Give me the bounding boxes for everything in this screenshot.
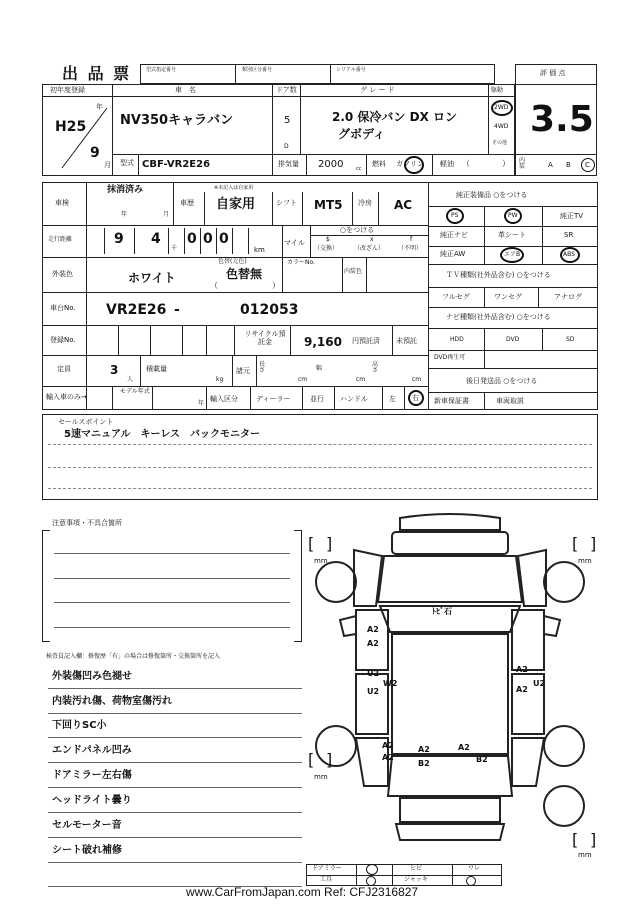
- name-label: 車 名: [175, 86, 196, 94]
- height-label: 高さ: [372, 361, 379, 374]
- lot-label: 型式指定番号: [146, 67, 177, 73]
- model-year-unit: 年: [198, 400, 205, 407]
- drive-2wd: 2WD: [494, 104, 509, 111]
- year-unit: 年: [96, 103, 103, 111]
- inspection-month: 月: [163, 211, 170, 218]
- note-item-2: 内装汚れ傷、荷物室傷汚れ: [52, 696, 172, 707]
- grade-line2: グボディ: [338, 127, 386, 141]
- option-airbag: エアB: [504, 251, 521, 258]
- recycle-label: リサイクル預託金: [244, 330, 286, 346]
- repaint-close: ）: [272, 281, 280, 290]
- mark-a2-rl2: A2: [382, 753, 394, 762]
- fuel-diesel: 軽油: [440, 160, 454, 168]
- mark-u2-r: U2: [533, 679, 546, 688]
- bracket-fl-r: ]: [326, 534, 333, 553]
- mileage-label: 走行距離: [48, 236, 73, 243]
- mile-opt1b: （交換）: [314, 245, 339, 252]
- capacity-label: 定員: [57, 365, 71, 373]
- score-value: 3.5: [530, 99, 594, 140]
- model-label: 型式: [120, 159, 134, 167]
- history-value: 自家用: [216, 197, 256, 212]
- mark-a2-l1: A2: [367, 625, 379, 634]
- bracket-fl-l: [: [308, 534, 315, 553]
- option-pw: PW: [508, 212, 518, 219]
- car-name: NV350キャラバン: [120, 113, 234, 128]
- mark-b2-r: B2: [476, 755, 488, 764]
- fuel-gasoline-circle: [404, 156, 424, 174]
- footer-reference: www.CarFromJapan.com Ref: CFJ2316827: [186, 885, 419, 899]
- import-label: 輸入車のみ→: [46, 393, 87, 401]
- history-label: 車歴: [180, 199, 194, 207]
- equipment-mirror: ドアミラー: [312, 865, 342, 872]
- bracket-fr-r: ]: [590, 534, 597, 553]
- dims-label: 諸元: [236, 367, 250, 375]
- doors-label: ドア数: [276, 86, 297, 94]
- notes-label: 注意事項・不具合箇所: [52, 519, 122, 527]
- fuel-close: ）: [502, 159, 510, 168]
- navi-dvd: DVD: [506, 336, 520, 343]
- person-unit: 人: [127, 376, 134, 383]
- option-leather: 革シート: [498, 231, 526, 239]
- shift-label: シフト: [276, 199, 297, 207]
- color-value: ホワイト: [128, 271, 176, 285]
- bracket-rr-l: [: [572, 830, 579, 849]
- first-reg-era: H25: [55, 119, 87, 135]
- mark-a2-rb2: A2: [458, 743, 470, 752]
- fuel-open: （: [462, 159, 470, 168]
- tv-oneseg: ワンセグ: [494, 293, 522, 301]
- repaint-value: 色替無: [226, 267, 263, 281]
- note-item-4: エンドパネル凹み: [52, 745, 132, 756]
- model-value: CBF-VR2E26: [142, 159, 211, 170]
- mm-fl: mm: [314, 557, 328, 565]
- header-id-row: [140, 64, 495, 84]
- mark-b2-l: B2: [418, 759, 430, 768]
- interior-color-label: 内装色: [344, 268, 363, 275]
- height-cm: cm: [412, 376, 422, 383]
- navi-hdd: HDD: [450, 336, 464, 343]
- interior-c: C: [585, 161, 590, 169]
- doors-value: 5: [284, 115, 291, 126]
- inspection-value: 抹消済み: [107, 185, 144, 195]
- km-digit-5: 0: [219, 231, 229, 247]
- dvd-player: DVD再生可: [434, 354, 466, 361]
- import-type-label: 輸入区分: [210, 395, 238, 403]
- ac-label: 冷房: [358, 199, 372, 207]
- aftermarket-label: 後日発送品 ○をつける: [466, 377, 538, 385]
- width-label: 幅: [316, 365, 323, 372]
- displacement-value: 2000: [318, 159, 344, 170]
- mile-opt3b: （不明）: [398, 245, 423, 252]
- equipment-crack: ヒビ: [410, 865, 423, 872]
- class-label: 類別区分番号: [242, 67, 273, 73]
- equipment-tool: 工具: [320, 876, 333, 883]
- jack-circle: [466, 876, 476, 886]
- option-navi: 純正ナビ: [440, 231, 468, 239]
- eval-label: 評 価 点: [540, 69, 566, 77]
- navi-type-label: ナビ種類(社外品含む) ○をつける: [446, 313, 551, 321]
- km-digit-2: 4: [151, 231, 161, 247]
- interior-label: 内装: [519, 157, 526, 170]
- ac-value: AC: [394, 198, 413, 212]
- mark-a2-rb: A2: [418, 745, 430, 754]
- notes-box: [42, 530, 302, 642]
- warranty-book: 新車保証書: [434, 397, 469, 405]
- width-cm: cm: [356, 376, 366, 383]
- option-tv: 純正TV: [560, 212, 584, 220]
- month-unit: 月: [104, 161, 111, 169]
- mirror-circle: [366, 864, 378, 875]
- note-item-5: ドアミラー左右傷: [52, 770, 132, 781]
- length-label: 長さ: [259, 361, 266, 374]
- recycle-unpaid: 未預託: [396, 337, 417, 345]
- tv-analog: アナログ: [554, 293, 582, 301]
- history-note: ※未記入は自家用: [214, 185, 254, 191]
- cc-unit: cc: [356, 166, 362, 172]
- vehicle-manual: 車両取説: [496, 397, 524, 405]
- repaint-label: 色替(元色): [218, 258, 247, 265]
- doors-d: D: [284, 143, 289, 150]
- km-unit: km: [254, 246, 265, 254]
- mile-opt2b: （改ざん）: [354, 245, 385, 252]
- mark-a2-r2: A2: [516, 685, 528, 694]
- handle-left: 左: [389, 395, 396, 403]
- equipment-jack: ジャッキ: [404, 876, 428, 883]
- fuel-label: 燃料: [372, 160, 386, 168]
- drive-other: その他: [492, 140, 508, 146]
- option-aw: 純正AW: [440, 250, 466, 258]
- mark-roof: ﾄﾋﾞ石: [432, 607, 452, 616]
- interior-a: A: [548, 161, 553, 169]
- mm-fr: mm: [578, 557, 592, 565]
- equipment-break: ワレ: [468, 865, 481, 872]
- drive-4wd: 4WD: [494, 123, 509, 130]
- drive-label: 駆動: [491, 87, 504, 94]
- inspector-label: 検査員記入欄：修復歴「有」の場合は修復箇所・交換箇所を記入: [46, 653, 221, 660]
- chassis-label: 車台No.: [50, 304, 76, 312]
- mark-u2-l1: U2: [367, 669, 380, 678]
- chassis-prefix: VR2E26: [106, 302, 167, 318]
- mm-rl: mm: [314, 773, 328, 781]
- mark-w2: W2: [383, 679, 398, 688]
- recycle-paid: 円預託済: [352, 337, 380, 345]
- color-label: 外装色: [52, 270, 73, 278]
- note-item-8: シート破れ補修: [52, 845, 122, 856]
- mile-opt3a: f: [410, 236, 413, 243]
- option-ps: PS: [451, 212, 459, 219]
- serial-label: シリアル番号: [336, 67, 366, 73]
- handle-right: 右: [412, 394, 419, 402]
- bracket-rr-r: ]: [590, 830, 597, 849]
- sales-text: 5速マニュアル キーレス バックモニター: [64, 429, 261, 440]
- first-reg-month: 9: [90, 145, 100, 161]
- mm-rr: mm: [578, 851, 592, 859]
- load-label: 積載量: [146, 365, 167, 373]
- chassis-dash: -: [174, 302, 180, 318]
- recycle-value: 9,160: [304, 335, 342, 349]
- import-parallel: 並行: [310, 395, 324, 403]
- note-item-6: ヘッドライト曇り: [52, 795, 132, 806]
- mile-opt1a: $: [326, 236, 330, 243]
- bracket-fr-l: [: [572, 534, 579, 553]
- mile-circle-note: ○をつける: [340, 226, 375, 234]
- first-reg-label: 初年度登録: [50, 86, 85, 94]
- capacity-value: 3: [110, 363, 119, 377]
- mark-a2-l2: A2: [367, 639, 379, 648]
- length-cm: cm: [298, 376, 308, 383]
- mark-a2-r1: A2: [516, 665, 528, 674]
- mile-opt2a: x: [370, 236, 374, 243]
- regno-label: 登録No.: [50, 336, 76, 344]
- colorno-label: カラーNo.: [287, 259, 315, 266]
- displacement-label: 排気量: [278, 160, 299, 168]
- inspection-year: 年: [121, 211, 128, 218]
- km-digit-3: 0: [187, 231, 197, 247]
- form-title: 出 品 票: [62, 64, 132, 83]
- bracket-rl-r: ]: [326, 750, 333, 769]
- option-sr: SR: [564, 231, 574, 239]
- mark-u2-l2: U2: [367, 687, 380, 696]
- genuine-label: 純正装備品 ○をつける: [456, 191, 528, 199]
- shift-value: MT5: [314, 198, 343, 212]
- car-damage-diagram: [300, 510, 600, 870]
- thousand-unit: 千: [171, 245, 178, 252]
- bracket-rl-l: [: [308, 750, 315, 769]
- fuel-gasoline: ガソリン: [396, 160, 424, 168]
- km-digit-4: 0: [203, 231, 213, 247]
- load-kg: kg: [216, 376, 224, 383]
- km-digit-1: 9: [114, 231, 124, 247]
- sales-label: セールスポイント: [58, 418, 114, 426]
- option-abs: ABS: [563, 251, 575, 258]
- model-year-label: モデル年式: [120, 388, 150, 395]
- handle-label: ハンドル: [340, 395, 368, 403]
- tv-type-label: ＴＶ種類(社外品含む) ○をつける: [446, 271, 551, 279]
- mile-label: マイル: [284, 239, 305, 247]
- tv-fullseg: フルセグ: [442, 293, 470, 301]
- navi-sd: SD: [566, 336, 575, 343]
- chassis-number: 012053: [240, 302, 299, 318]
- import-dealer: ディーラー: [256, 395, 291, 403]
- note-item-1: 外装傷凹み色褪せ: [52, 671, 132, 682]
- interior-b: B: [566, 161, 571, 169]
- mark-a2-rl1: A2: [382, 741, 394, 750]
- note-item-3: 下回りSC小: [52, 720, 107, 731]
- repaint-open: （: [210, 281, 218, 290]
- note-item-7: セルモーター音: [52, 820, 122, 831]
- inspection-label: 車検: [55, 199, 69, 207]
- grade-line1: 2.0 保冷バン DX ロン: [332, 110, 458, 124]
- grade-label: グ レ ー ド: [360, 86, 395, 94]
